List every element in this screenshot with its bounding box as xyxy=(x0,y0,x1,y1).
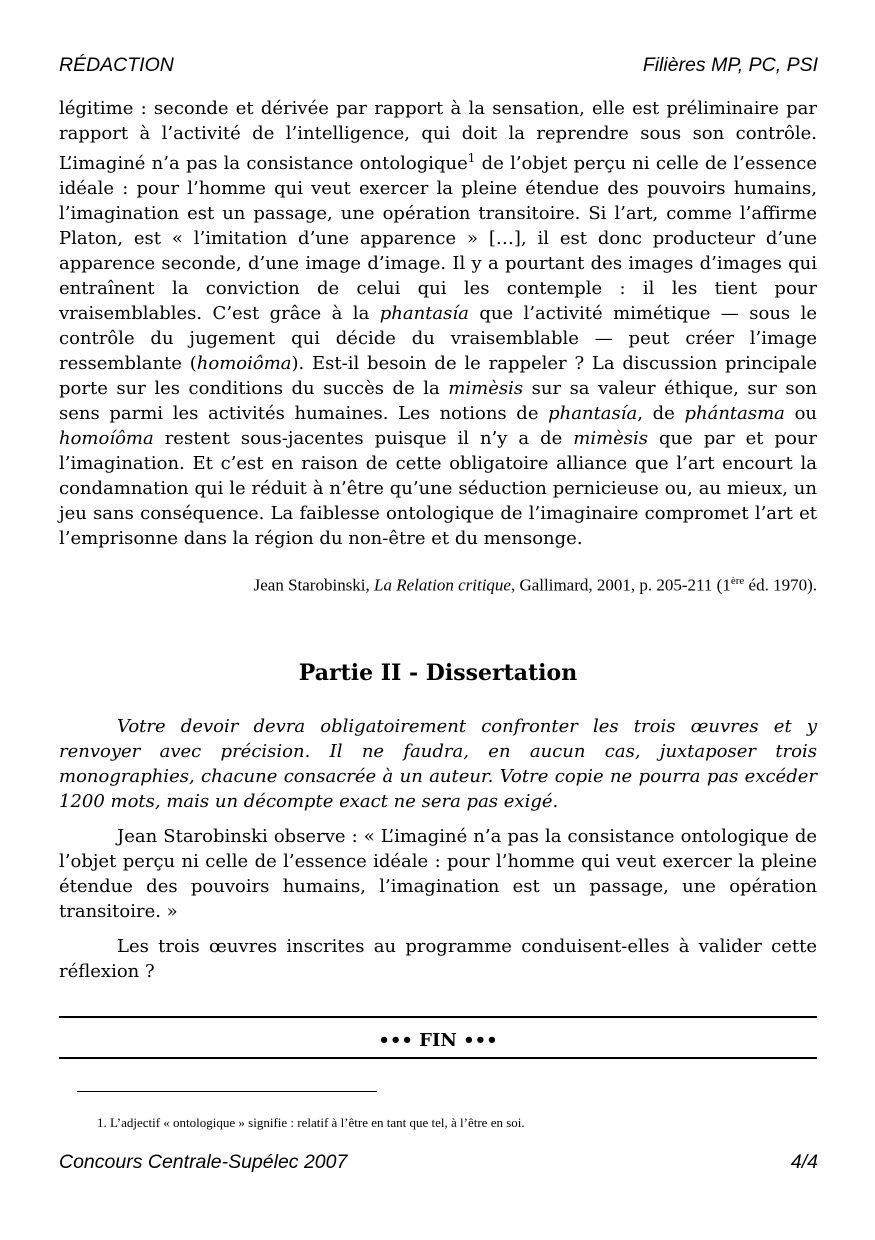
footnote-reference: 1 xyxy=(467,151,476,165)
source-citation xyxy=(254,569,817,598)
excerpt-text: que l’activité mimétique — sous le contrôle du jugement qui décide du vraisemblable — peut créer l’image ressemblante ( xyxy=(59,303,817,374)
excerpt-text: ). Est-il besoin de le rappeler ? La discussion principale porte sur les conditions du succès de la xyxy=(59,353,817,399)
citation-edition: éd. 1970). xyxy=(744,575,817,595)
header-streams: Filières MP, PC, PSI xyxy=(642,54,818,76)
fin-rule-bottom xyxy=(59,1057,817,1059)
excerpt-italic-term: phantasía xyxy=(548,403,638,424)
instructions-paragraph: Votre devoir devra obligatoirement confronter les trois œuvres et y renvoyer avec précision. Il ne faudra, en aucun cas, juxtaposer trois monographies, chacune consacrée à un auteur. Votre copie ne pourra pas excéder 1200 mots, mais un décompte exact ne sera pas exigé. xyxy=(59,716,817,812)
excerpt-italic-term: homoiôma xyxy=(196,353,292,374)
excerpt-italic-term: phantasía xyxy=(379,303,469,324)
excerpt-italic-term: phántasma xyxy=(684,403,785,424)
page-header xyxy=(59,54,818,77)
excerpt-text: de l’objet perçu ni celle de l’essence idéale : pour l’homme qui veut exercer la pleine étendue des pouvoirs humains, l’imagination est un passage, une opération transitoire. Si l’art, comme l’affirme Platon, est « l’imitation d’une apparence » […], il est donc producteur d’une apparence seconde, d’une image d’image. Il y a pourtant des images d’images qui entraînent la conviction de celui qui les contemple : il les tient pour vraisemblables. C’est grâce à la xyxy=(59,153,817,324)
excerpt-text: sur sa valeur éthique, sur son sens parmi les activités humaines. Les notions de xyxy=(59,378,817,424)
excerpt-text: légitime : seconde et dérivée par rapport à la sensation, elle est préliminaire par rapport à l’activité de l’intelligence, qui doit la reprendre sous son contrôle. L’imaginé n’a pas la consistance ontologique xyxy=(59,98,817,174)
question-paragraph: Les trois œuvres inscrites au programme conduisent-elles à valider cette réflexion ? xyxy=(59,936,817,982)
citation-title: La Relation critique xyxy=(374,575,511,595)
citation-details: , Gallimard, 2001, p. 205-211 (1 xyxy=(510,575,731,595)
excerpt-italic-term: mimèsis xyxy=(448,378,524,399)
excerpt-text: , de xyxy=(637,403,685,424)
excerpt-italic-term: homoíôma xyxy=(59,428,154,449)
citation-author: Jean Starobinski, xyxy=(253,575,375,595)
excerpt-text: restent sous-jacentes puisque il n’y a de xyxy=(153,428,574,449)
footnote: 1. L’adjectif « ontologique » signifie : relatif à l’être en tant que tel, à l’être en soi. xyxy=(97,1115,525,1130)
excerpt-text: ou xyxy=(784,403,817,424)
page-footer xyxy=(59,1151,818,1174)
part-title: Partie II - Dissertation xyxy=(298,660,578,686)
citation-superscript: ère xyxy=(730,575,745,587)
quotation-paragraph: Jean Starobinski observe : « L’imaginé n’a pas la consistance ontologique de l’objet perçu ni celle de l’essence idéale : pour l’homme qui veut exercer la pleine étendue des pouvoirs humains, l’imagination est un passage, une opération transitoire. » xyxy=(59,826,817,922)
excerpt-italic-term: mimèsis xyxy=(573,428,649,449)
footer-exam-name: Concours Centrale-Supélec 2007 xyxy=(59,1151,348,1173)
footer-page-number: 4/4 xyxy=(790,1151,818,1173)
header-section-title: RÉDACTION xyxy=(59,54,174,76)
excerpt-text: que par et pour l’imagination. Et c’est en raison de cette obligatoire alliance que l’art encourt la condamnation qui le réduit à n’être qu’une séduction pernicieuse ou, au mieux, un jeu sans conséquence. La faiblesse ontologique de l’imaginaire compromet l’art et l’emprisonne dans la région du non-être et du mensonge. xyxy=(59,428,817,549)
end-marker: ••• FIN ••• xyxy=(378,1030,498,1051)
excerpt-passage xyxy=(59,96,817,551)
fin-rule-top xyxy=(59,1016,817,1018)
footnote-separator xyxy=(77,1091,377,1092)
excerpt-paragraph xyxy=(59,96,817,551)
